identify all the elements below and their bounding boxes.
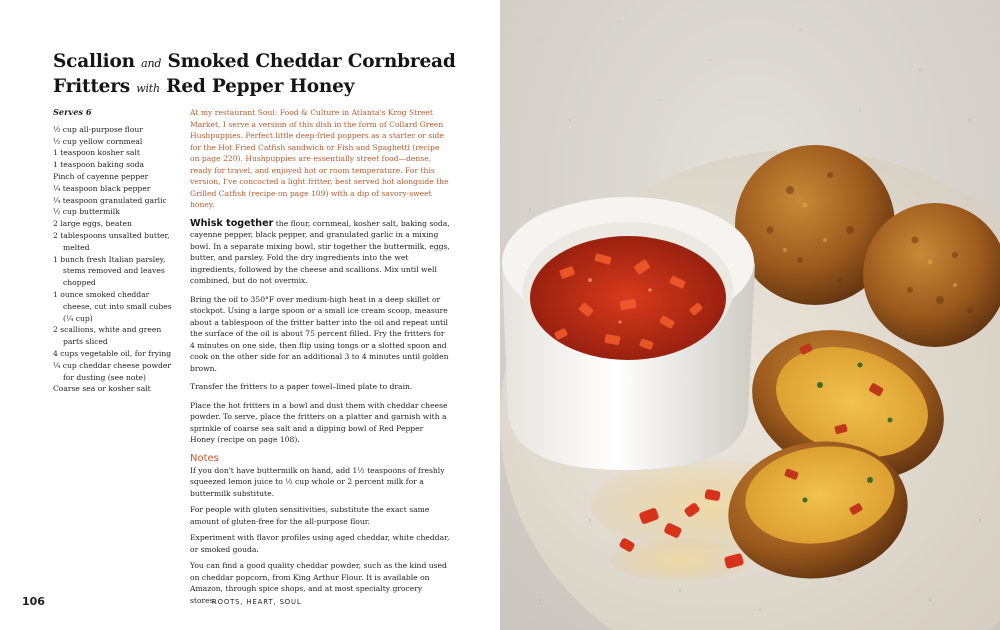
note-item: If you don't have buttermilk on hand, add 1½ teaspoons of freshly squeezed lemon juice to ½ cup whole or 2 percent milk for a buttermilk substitute. xyxy=(190,465,445,498)
ingredient-item: 2 tablespoons unsalted butter, melted xyxy=(53,230,170,252)
ingredient-item: ½ cup buttermilk xyxy=(53,207,120,217)
title-phrase-red-pepper-honey: Red Pepper Honey xyxy=(166,76,355,97)
ingredient-item: Coarse sea or kosher salt xyxy=(53,384,151,394)
food-photo-illustration xyxy=(500,0,1000,630)
running-footer: ROOTS, HEART, SOUL xyxy=(212,598,302,606)
note-item: For people with gluten sensitivities, substitute the exact same amount of gluten-free for the all-purpose flour. xyxy=(190,505,430,526)
recipe-intro: At my restaurant Soul: Food & Culture in Atlanta's Krog Street Market, I serve a version of this dish in the form of Collard Green Hushpuppies. Perfect little deep-fried poppers as a starter or side for the Hot Fried Catfish sandwich or Fish and Spaghetti (recipe on page 220). Hushpuppies are essentially street food—dense, ready for travel, and enjoyed hot or room temperature. For this version, I've concocted a light fritter, best served hot alongside the Grilled Catfish (recipe on page 109) with a dip of savory-sweet honey. xyxy=(190,108,449,209)
title-word-and: and xyxy=(141,57,162,70)
note-item: Experiment with flavor profiles using aged cheddar, white cheddar, or smoked gouda. xyxy=(190,533,450,554)
food-photo xyxy=(500,0,1000,630)
red-pepper-honey-sauce xyxy=(530,236,726,360)
method-step-1 xyxy=(190,218,450,287)
notes-heading: Notes xyxy=(190,452,219,464)
ingredient-item: 1 teaspoon kosher salt xyxy=(53,148,140,158)
ingredient-item: ¼ teaspoon granulated garlic xyxy=(53,195,167,205)
step-1-text: the flour, cornmeal, kosher salt, baking soda, cayenne pepper, black pepper, and granulated garlic in a mixing bowl. In a separate mixing bowl, stir together the buttermilk, eggs, butter, and parsley. Fold the dry ingredients into the wet ingredients, followed by the cheese and scallions. Mix until well combined, but do not overmix. xyxy=(190,218,450,285)
method-step-2: Bring the oil to 350°F over medium-high heat in a deep skillet or stockpot. Using a large spoon or a small ice cream scoop, measure about a tablespoon of the fritter batter into the oil and repeat until the surface of the oil is about 75 percent filled. Fry the fritters for 4 minutes on one side, then flip using tongs or a slotted spoon and cook on the other side for an additional 3 to 4 minutes until golden brown. xyxy=(190,294,449,373)
title-phrase-smoked-cheddar: Smoked Cheddar Cornbread xyxy=(167,51,456,72)
step-lead-in: Whisk together xyxy=(190,217,274,229)
method-column xyxy=(190,107,450,611)
note-item: You can find a good quality cheddar powder, such as the kind used on cheddar popcorn, from King Arthur Flour. It is available on Amazon, through spice shops, and at most specialty grocery stores. xyxy=(190,561,447,605)
ingredient-item: 4 cups vegetable oil, for frying xyxy=(53,348,172,358)
method-step-3: Transfer the fritters to a paper towel–lined plate to drain. xyxy=(190,382,413,391)
ingredient-list xyxy=(53,107,178,395)
serves-count: Serves 6 xyxy=(53,107,92,117)
ingredient-item: 2 large eggs, beaten xyxy=(53,219,132,229)
ingredient-item: ¼ teaspoon black pepper xyxy=(53,183,151,193)
ingredient-item: 1 bunch fresh Italian parsley, stems removed and leaves chopped xyxy=(53,254,166,288)
page-number: 106 xyxy=(22,595,45,608)
title-word-fritters: Fritters xyxy=(53,76,131,97)
ingredient-item: Pinch of cayenne pepper xyxy=(53,171,149,181)
ramekin xyxy=(502,197,755,470)
title-word-scallion: Scallion xyxy=(53,51,135,72)
ingredient-item: 1 teaspoon baking soda xyxy=(53,160,144,170)
ingredient-item: 1 ounce smoked cheddar cheese, cut into small cubes (¼ cup) xyxy=(53,289,172,323)
ingredient-item: ¼ cup cheddar cheese powder for dusting (see note) xyxy=(53,360,171,382)
method-step-4: Place the hot fritters in a bowl and dust them with cheddar cheese powder. To serve, place the fritters on a platter and garnish with a sprinkle of coarse sea salt and a dipping bowl of Red Pepper Honey (recipe on page 108). xyxy=(190,400,448,444)
ingredient-item: 2 scallions, white and green parts sliced xyxy=(53,325,162,347)
title-word-with: with xyxy=(136,82,160,95)
ingredient-item: ½ cup all-purpose flour xyxy=(53,124,143,134)
ingredient-item: ½ cup yellow cornmeal xyxy=(53,136,143,146)
recipe-title xyxy=(53,50,473,100)
